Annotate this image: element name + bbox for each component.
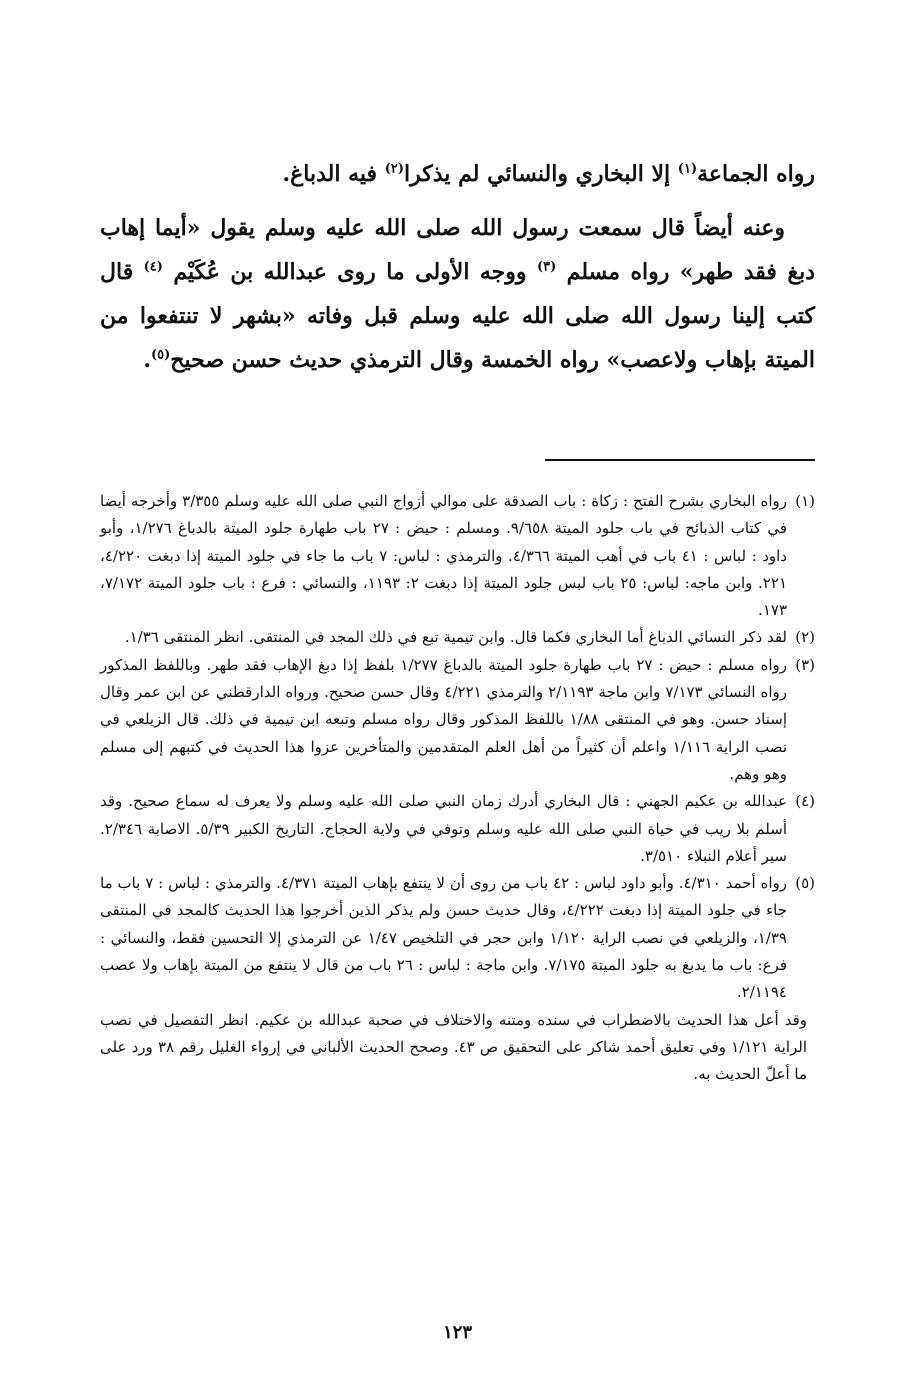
footnote-1-text: رواه البخاري بشرح الفتح : زكاة : باب الصدقة على موالي أزواج النبي صلى الله عليه وسلم ٣/٣٥٥ وأخرجه أيضا في كتاب الذبائح في باب جلود الميتة ٩/٦٥٨. ومسلم : حيض : ٢٧ باب طهارة جلود الميتة بالدباغ ١/٢٧٦، وأبو داود : لباس : ٤١ باب في أهب الميتة ٤/٣٦٦. والترمذي : لباس: ٧ باب ما جاء في جلود الميتة إذا دبغت ٤/٢٢٠، ٢٢١. وابن ماجه: لباس: ٢٥ باب لبس جلود الميتة إذا دبغت ٢: ١١٩٣، والنسائي : فرع : باب جلود الميتة ٧/١٧٢، ١٧٣. [100,492,788,620]
main-paragraph-1 [100,152,815,196]
footnote-4-number: (٤) [795,792,815,811]
main-text [100,152,815,392]
footnote-ref-1: (١) [677,161,698,177]
footnote-ref-3: (٣) [536,259,557,275]
footnotes-section [100,488,815,1089]
footnote-2-text: لقد ذكر النسائي الدباغ أما البخاري فكما قال. وابن تيمية تبع في ذلك المجد في المنتقى. انظر المنتقى ١/٣٦. [124,628,787,647]
footnote-2-number: (٢) [795,628,815,647]
footnote-separator [545,459,815,461]
footnote-5-number: (٥) [795,874,815,893]
footnote-1 [100,488,815,624]
main-paragraph-2-part-a: وعنه أيضاً قال سمعت رسول الله صلى الله عليه وسلم يقول «أيما إهاب دبغ فقد طهر» رواه مسلم [100,215,815,285]
footnote-1-number: (١) [795,492,815,510]
footnote-5 [100,870,815,1006]
main-paragraph-2-part-b: ووجه الأولى ما روى عبدالله بن عُكَيْم [162,259,537,285]
main-paragraph-2 [100,206,815,382]
footnote-5-continuation: وقد أعل هذا الحديث بالاضطراب في سنده ومتنه والاختلاف في صحبة عبدالله بن عكيم. انظر التفصيل في نصب الراية ١/١٢١ وفي تعليق أحمد شاكر على التحقيق ص ٤٣. وصحح الحديث الألباني في إرواء الغليل رقم ٣٨ ورد على ما أعلّ الحديث به. [100,1010,808,1084]
main-paragraph-1-part-a: رواه الجماعة [697,161,815,187]
main-paragraph-2-part-c: قال كتب إلينا رسول الله صلى الله عليه وسلم قبل وفاته «بشهر لا تنتفعوا من الميتة بإهاب ولاعصب» رواه الخمسة وقال الترمذي حديث حسن صحيح [100,259,815,373]
footnote-3-text: رواه مسلم : حيض : ٢٧ باب طهارة جلود الميتة بالدباغ ١/٢٧٧ بلفظ إذا دبغ الإهاب فقد طهر. وباللفظ المذكور رواه النسائي ٧/١٧٣ وابن ماجة ٢/١١٩٣ والترمذي ٤/٢٢١ وقال حسن صحيح. ورواه الدارقطني عن ابن عمر وقال إسناد حسن. وهو في المنتقى ١/٨٨ باللفظ المذكور وقال رواه مسلم وتبعه ابن تيمية في ذلك. قال الزيلعي في نصب الراية ١/١١٦ واعلم أن كثيراً من أهل العلم المتقدمين والمتأخرين عزوا هذا الحديث في كتبهم إلى مسلم وهو وهم. [100,655,788,783]
footnote-ref-5: (٥) [151,347,171,363]
footnote-4-text: عبدالله بن عكيم الجهني : قال البخاري أدرك زمان النبي صلى الله عليه وسلم ولا يعرف له سماع صحيح. وقد أسلم بلا ريب في حياة النبي صلى الله عليه وسلم وتوفي في ولاية الحجاج. التاريخ الكبير ٥/٣٩. الاصابة ٢/٣٤٦. سير أعلام النبلاء ٣/٥١٠. [100,792,787,865]
main-paragraph-2-part-d: . [143,347,151,373]
main-paragraph-1-part-b: إلا البخاري والنسائي لم يذكرا [404,161,678,187]
footnote-ref-2: (٢) [384,161,405,177]
footnote-2 [100,624,815,651]
footnote-5-text: رواه أحمد ٤/٣١٠. وأبو داود لباس : ٤٢ باب من روى أن لا ينتفع بإهاب الميتة ٤/٣٧١. والترمذي : لباس : ٧ باب ما جاء في جلود الميتة إذا دبغت ٤/٢٢٢، وقال حديث حسن ولم يذكر الذين أخرجوا هذا الحديث كالمجد في المنتقى ١/٣٩، والزيلعي في نصب الراية ١/١٢٠ وابن حجر في التلخيص ١/٤٧ عن الترمذي إلا التحسين فقط، والنسائي : فرع: باب ما يدبغ به جلود الميتة ٧/١٧٥. وابن ماجة : لباس : ٢٦ باب من قال لا ينتفع من الميتة بإهاب ولا عصب ٢/١١٩٤. [100,874,788,1002]
page-number: ١٢٣ [442,1322,472,1343]
footnote-4 [100,788,815,870]
footnote-ref-4: (٤) [143,259,163,275]
footnote-3 [100,652,815,788]
main-paragraph-1-part-c: فيه الدباغ. [282,161,385,187]
footnote-3-number: (٣) [795,655,815,674]
